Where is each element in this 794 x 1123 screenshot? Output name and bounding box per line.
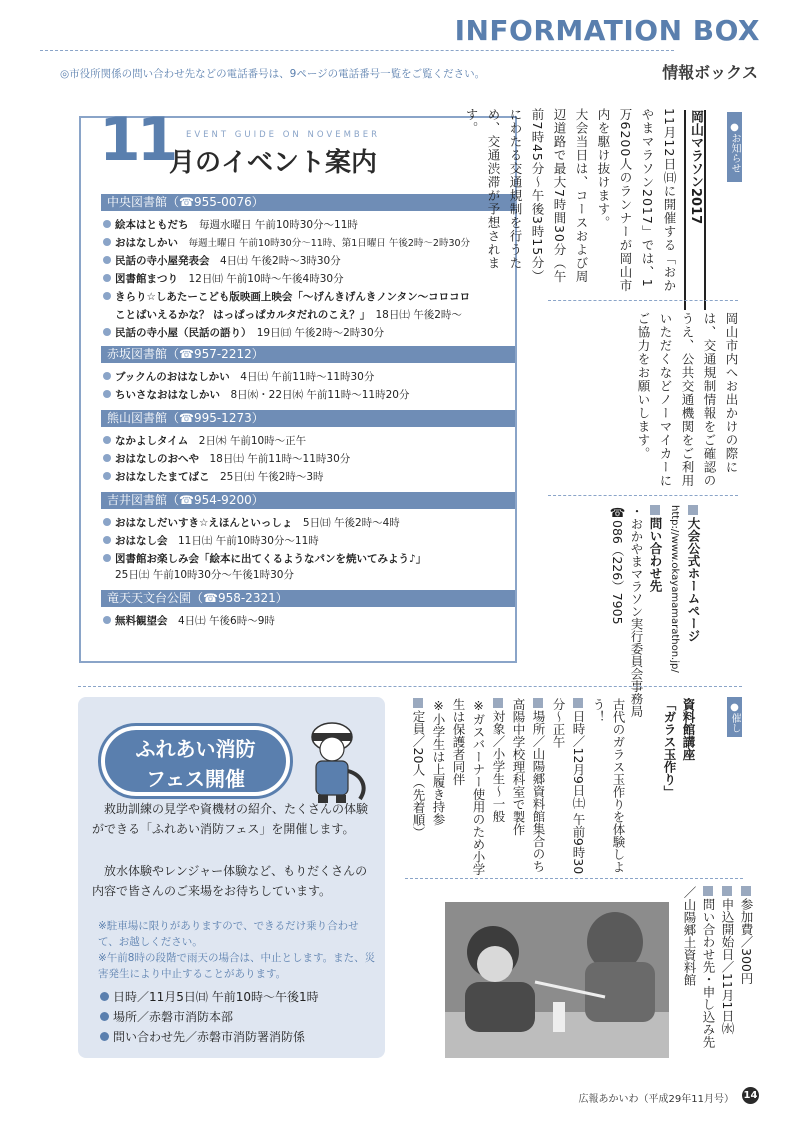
square-bullet-icon xyxy=(573,698,583,708)
section-header-kumayama: 熊山図書館（☎995-1273） xyxy=(101,410,515,427)
event-item: きらり☆しあたーこども版映画上映会「～げんきげんきノンタン～コロコロ xyxy=(103,290,470,304)
event-item: 絵本はともだち 毎週水曜日 午前10時30分～11時 xyxy=(103,218,358,232)
square-bullet-icon xyxy=(650,505,660,515)
section-header-chuo: 中央図書館（☎955-0076） xyxy=(101,194,515,211)
bullet-icon xyxy=(103,274,111,282)
square-bullet-icon xyxy=(533,698,543,708)
fire-note-2: ※午前8時の段階で雨天の場合は、中止とします。また、災害発生により中止することがあります。 xyxy=(98,952,376,980)
square-bullet-icon xyxy=(703,886,713,896)
square-bullet-icon xyxy=(722,886,732,896)
bullet-icon xyxy=(100,992,109,1001)
event-item: 民話の寺小屋発表会 4日㈯ 午後2時～3時30分 xyxy=(103,254,341,268)
glass-details: 古代のガラス玉作りを体験しよう！ 日時／12月9日㈯ 午前9時30分～正午 場所／山陽郷資料館集合のち高陽中学校理科室で製作 対象／小学生～一般 ※ガスバーナー使用のため小学生は保護者同伴 ※小学生は上履き持参 定員／20人（先着順） xyxy=(411,698,626,876)
bullet-icon xyxy=(100,1032,109,1041)
bullet-icon xyxy=(103,518,111,526)
event-item: おはなしだいすき☆えほんといっしょ 5日㈰ 午後2時～4時 xyxy=(103,516,400,530)
section-header-yoshii: 吉井図書館（☎954-9200） xyxy=(101,492,515,509)
event-item: おはなしかい 毎週土曜日 午前10時30分～11時、第1日曜日 午後2時～2時30分 xyxy=(103,236,470,251)
event-item: ちいさなおはなしかい 8日㈬・22日㈬ 午前11時～11時20分 xyxy=(103,388,409,402)
marathon-paragraph-1: 11月12日㈰に開催する「おかやまマラソン2017」では、1万6200人のランナーが岡山市内を駆け抜けます。 大会当日は、コースおよび周辺道路で最大7時間30分（午前7時45分～午後3時15分）にわたる交通規制を行うため、交通渋滞が予想されます。 xyxy=(464,108,677,293)
photo-image xyxy=(445,902,669,1058)
bullet-icon xyxy=(103,220,111,228)
fire-body-2: 放水体験やレンジャー体験など、もりだくさんの内容で皆さんのご来場をお待ちしています。 xyxy=(92,864,368,898)
page-header-title: INFORMATION BOX xyxy=(454,14,760,47)
bullet-icon xyxy=(100,1012,109,1021)
section-divider xyxy=(78,686,742,687)
bullet-icon xyxy=(103,472,111,480)
fire-festival-heading xyxy=(98,723,293,799)
phone-note: ◎市役所関係の問い合わせ先などの電話番号は、9ページの電話番号一覧をご覧ください。 xyxy=(60,68,486,80)
marathon-title: 岡山マラソン2017 xyxy=(684,110,706,310)
bullet-icon xyxy=(103,616,111,624)
page-number: 14 xyxy=(742,1087,759,1104)
bullet-icon xyxy=(103,454,111,462)
square-bullet-icon xyxy=(741,886,751,896)
page-header-subtitle: 情報ボックス xyxy=(662,63,758,82)
footer-text: 広報あかいわ（平成29年11月号） xyxy=(578,1094,734,1105)
event-item: おはなしのおへや 18日㈯ 午前11時～11時30分 xyxy=(103,452,350,466)
event-item: 25日㈯ 午前10時30分～午後1時30分 xyxy=(115,569,294,581)
fire-date: 日時／11月5日㈰ 午前10時～午後1時 xyxy=(100,987,319,1007)
bullet-icon xyxy=(103,554,111,562)
divider xyxy=(548,495,738,496)
square-bullet-icon xyxy=(688,505,698,515)
section-header-observatory: 竜天天文台公園（☎958-2321） xyxy=(101,590,515,607)
fire-note-1: ※駐車場に限りがありますので、できるだけ乗り合わせて、お越しください。 xyxy=(98,920,359,948)
event-guide-english: EVENT GUIDE ON NOVEMBER xyxy=(186,130,381,140)
square-bullet-icon xyxy=(493,698,503,708)
event-item: 民話の寺小屋（民話の語り） 19日㈰ 午後2時～2時30分 xyxy=(103,326,384,340)
marathon-url[interactable]: http://www.okayamamarathon.jp/ xyxy=(669,505,680,673)
square-bullet-icon xyxy=(413,698,423,708)
firefighter-illustration xyxy=(298,715,372,805)
workshop-photo xyxy=(445,902,669,1058)
fire-body-1: 救助訓練の見学や資機材の紹介、たくさんの体験ができる「ふれあい消防フェス」を開催します。 xyxy=(92,802,369,836)
divider xyxy=(548,300,738,301)
section-header-akasaka: 赤坂図書館（☎957-2212） xyxy=(101,346,515,363)
event-item: 図書館お楽しみ会「絵本に出てくるようなパンを焼いてみよう♪」 xyxy=(103,552,426,566)
marathon-paragraph-2: 岡山市内へお出かけの際には、交通規制情報をご確認のうえ、公共交通機関をご利用いただくなどノーマイカーにご協力をお願いします。 xyxy=(636,312,739,488)
event-item: ブックんのおはなしかい 4日㈯ 午前11時～11時30分 xyxy=(103,370,374,384)
event-item: 図書館まつり 12日㈰ 午前10時～午後4時30分 xyxy=(103,272,344,286)
fire-place: 場所／赤磐市消防本部 xyxy=(100,1007,233,1027)
glass-title: 資料館講座 「ガラス玉作り」 xyxy=(662,698,696,798)
bullet-icon xyxy=(103,328,111,336)
bullet-icon xyxy=(103,256,111,264)
event-item: ことばいえるかな？ はっぱっぱカルタだれのこえ？」 18日㈯ 午後2時～ xyxy=(115,309,462,321)
fire-contact: 問い合わせ先／赤磐市消防署消防係 xyxy=(100,1027,305,1047)
header-divider xyxy=(40,50,674,51)
fire-title-line-2: フェス開催 xyxy=(146,767,245,791)
fire-title-line-1: ふれあい消防 xyxy=(135,737,256,761)
event-item: 無料観望会 4日㈯ 午後6時～9時 xyxy=(103,614,275,628)
divider xyxy=(405,878,743,879)
marathon-info: 大会公式ホームページ http://www.okayamamarathon.jp/ 問い合わせ先 ・おかやまマラソン実行委員会事務局 ☎086（226）7905 xyxy=(610,505,701,718)
fire-festival-panel xyxy=(78,697,385,1058)
event-guide-box xyxy=(79,105,517,663)
bullet-icon xyxy=(103,390,111,398)
event-item: おはなしたまてばこ 25日㈯ 午後2時～3時 xyxy=(103,470,324,484)
event-guide-title: 月のイベント案内 xyxy=(169,148,378,178)
event-month-number: 11 xyxy=(99,105,175,175)
glass-application: 参加費／300円 申込開始日／11月1日㈬ 問い合わせ先・申し込み先／山陽郷土資料館 xyxy=(682,886,754,1048)
bullet-icon xyxy=(103,238,111,246)
oshirase-tag: ●お知らせ xyxy=(727,112,742,182)
moyooshi-tag: ●催し xyxy=(727,697,742,737)
bullet-icon xyxy=(103,292,111,300)
bullet-icon xyxy=(103,372,111,380)
event-item: おはなし会 11日㈯ 午前10時30分～11時 xyxy=(103,534,319,548)
bullet-icon xyxy=(103,436,111,444)
bullet-icon xyxy=(103,536,111,544)
event-item: なかよしタイム 2日㈭ 午前10時～正午 xyxy=(103,434,306,448)
